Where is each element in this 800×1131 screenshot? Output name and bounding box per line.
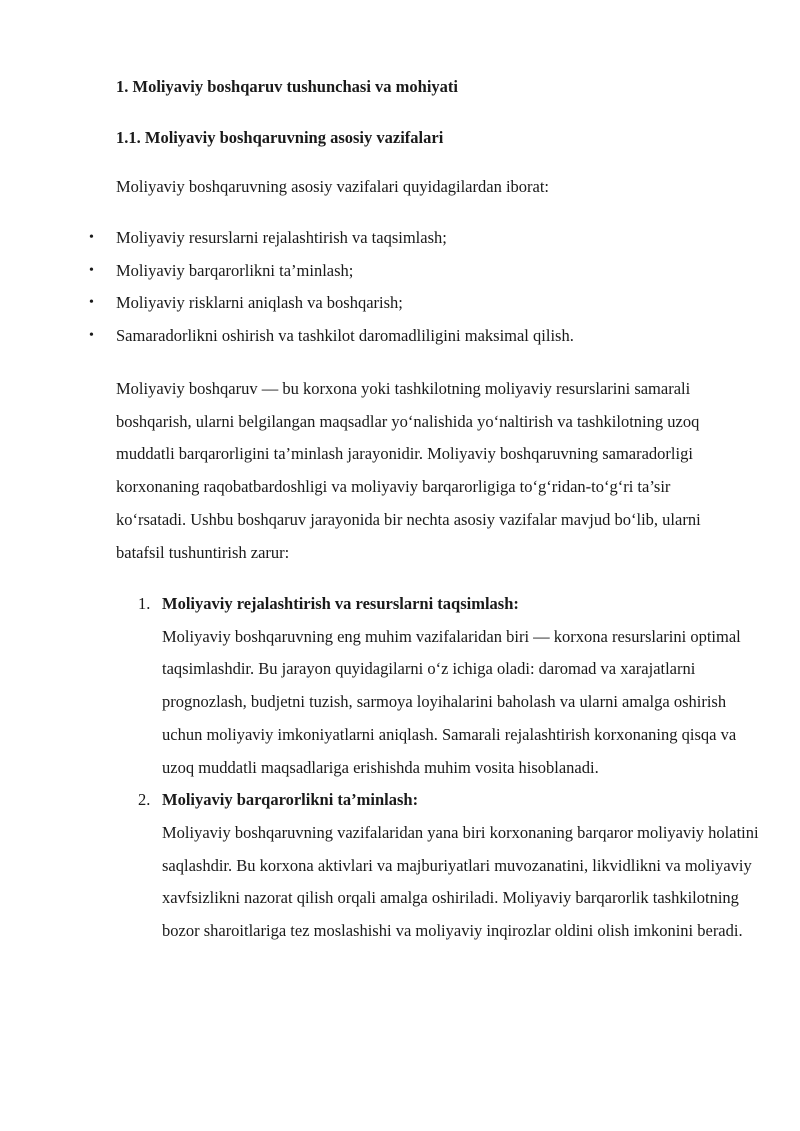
list-item-text: Moliyaviy risklarni aniqlash va boshqarish;	[116, 293, 403, 312]
list-item-text: Moliyaviy resurslarni rejalashtirish va taqsimlash;	[116, 228, 447, 247]
list-item	[0, 292, 800, 325]
list-item	[0, 227, 800, 260]
item-number: 2.	[138, 790, 151, 810]
item-body: Moliyaviy boshqaruvning vazifalaridan yana biri korxonaning barqaror moliyaviy holatini saqlashdir. Bu korxona aktivlari va majburiyatlari muvozanatini, likvidlikni va moliyaviy xavfsizlikni nazorat qilish orqali amalga oshiriladi. Moliyaviy barqarorlik tashkilotning bozor sharoitlariga tez moslashishi va moliyaviy inqirozlar oldini olish imkonini beradi.	[162, 822, 759, 941]
list-item-text: Moliyaviy barqarorlikni ta’minlash;	[116, 260, 354, 280]
bullet-icon: •	[89, 295, 94, 310]
numbered-item	[0, 588, 762, 784]
body-paragraph: Moliyaviy boshqaruv — bu korxona yoki tashkilotning moliyaviy resurslarini samarali boshqarish, ularni belgilangan maqsadlar yo‘nalishida yo‘naltirish va tashkilotning uzoq muddatli barqarorligini ta’minlash jarayonidir. Moliyaviy boshqaruvning samaradorligi korxonaning raqobatbardoshligi va moliyaviy barqarorligiga to‘g‘ridan-to‘g‘ri ta’sir ko‘rsatadi. Ushbu boshqaruv jarayonida bir nechta asosiy vazifalar mavjud bo‘lib, ularni batafsil tushuntirish zarur:	[116, 379, 701, 562]
list-item	[0, 325, 800, 358]
list-item	[0, 260, 800, 293]
bullet-icon: •	[89, 262, 94, 278]
numbered-item	[0, 784, 762, 948]
bullet-list	[0, 227, 800, 357]
bullet-icon: •	[89, 327, 94, 343]
item-title: Moliyaviy rejalashtirish va resurslarni taqsimlash:	[162, 594, 519, 613]
subsection-heading: 1.1. Moliyaviy boshqaruvning asosiy vazifalari	[116, 128, 444, 147]
item-body: Moliyaviy boshqaruvning eng muhim vazifalaridan biri — korxona resurslarini optimal taqsimlashdir. Bu jarayon quyidagilarni o‘z ichiga oladi: daromad va xarajatlarni prognozlash, budjetni tuzish, sarmoya loyihalarini baholash va ularni amalga oshirish uchun moliyaviy imkoniyatlarni aniqlash. Samarali rejalashtirish korxonaning qisqa va uzoq muddatli maqsadlariga erishishda muhim vosita hisoblanadi.	[162, 626, 741, 777]
section-heading: 1. Moliyaviy boshqaruv tushunchasi va mohiyati	[116, 77, 458, 96]
intro-text: Moliyaviy boshqaruvning asosiy vazifalari quyidagilardan iborat:	[116, 177, 550, 196]
item-title: Moliyaviy barqarorlikni ta’minlash:	[162, 790, 419, 810]
item-number: 1.	[138, 594, 151, 613]
bullet-icon: •	[89, 230, 94, 245]
numbered-list	[0, 588, 800, 948]
list-item-text: Samaradorlikni oshirish va tashkilot daromadliligini maksimal qilish.	[116, 325, 574, 345]
